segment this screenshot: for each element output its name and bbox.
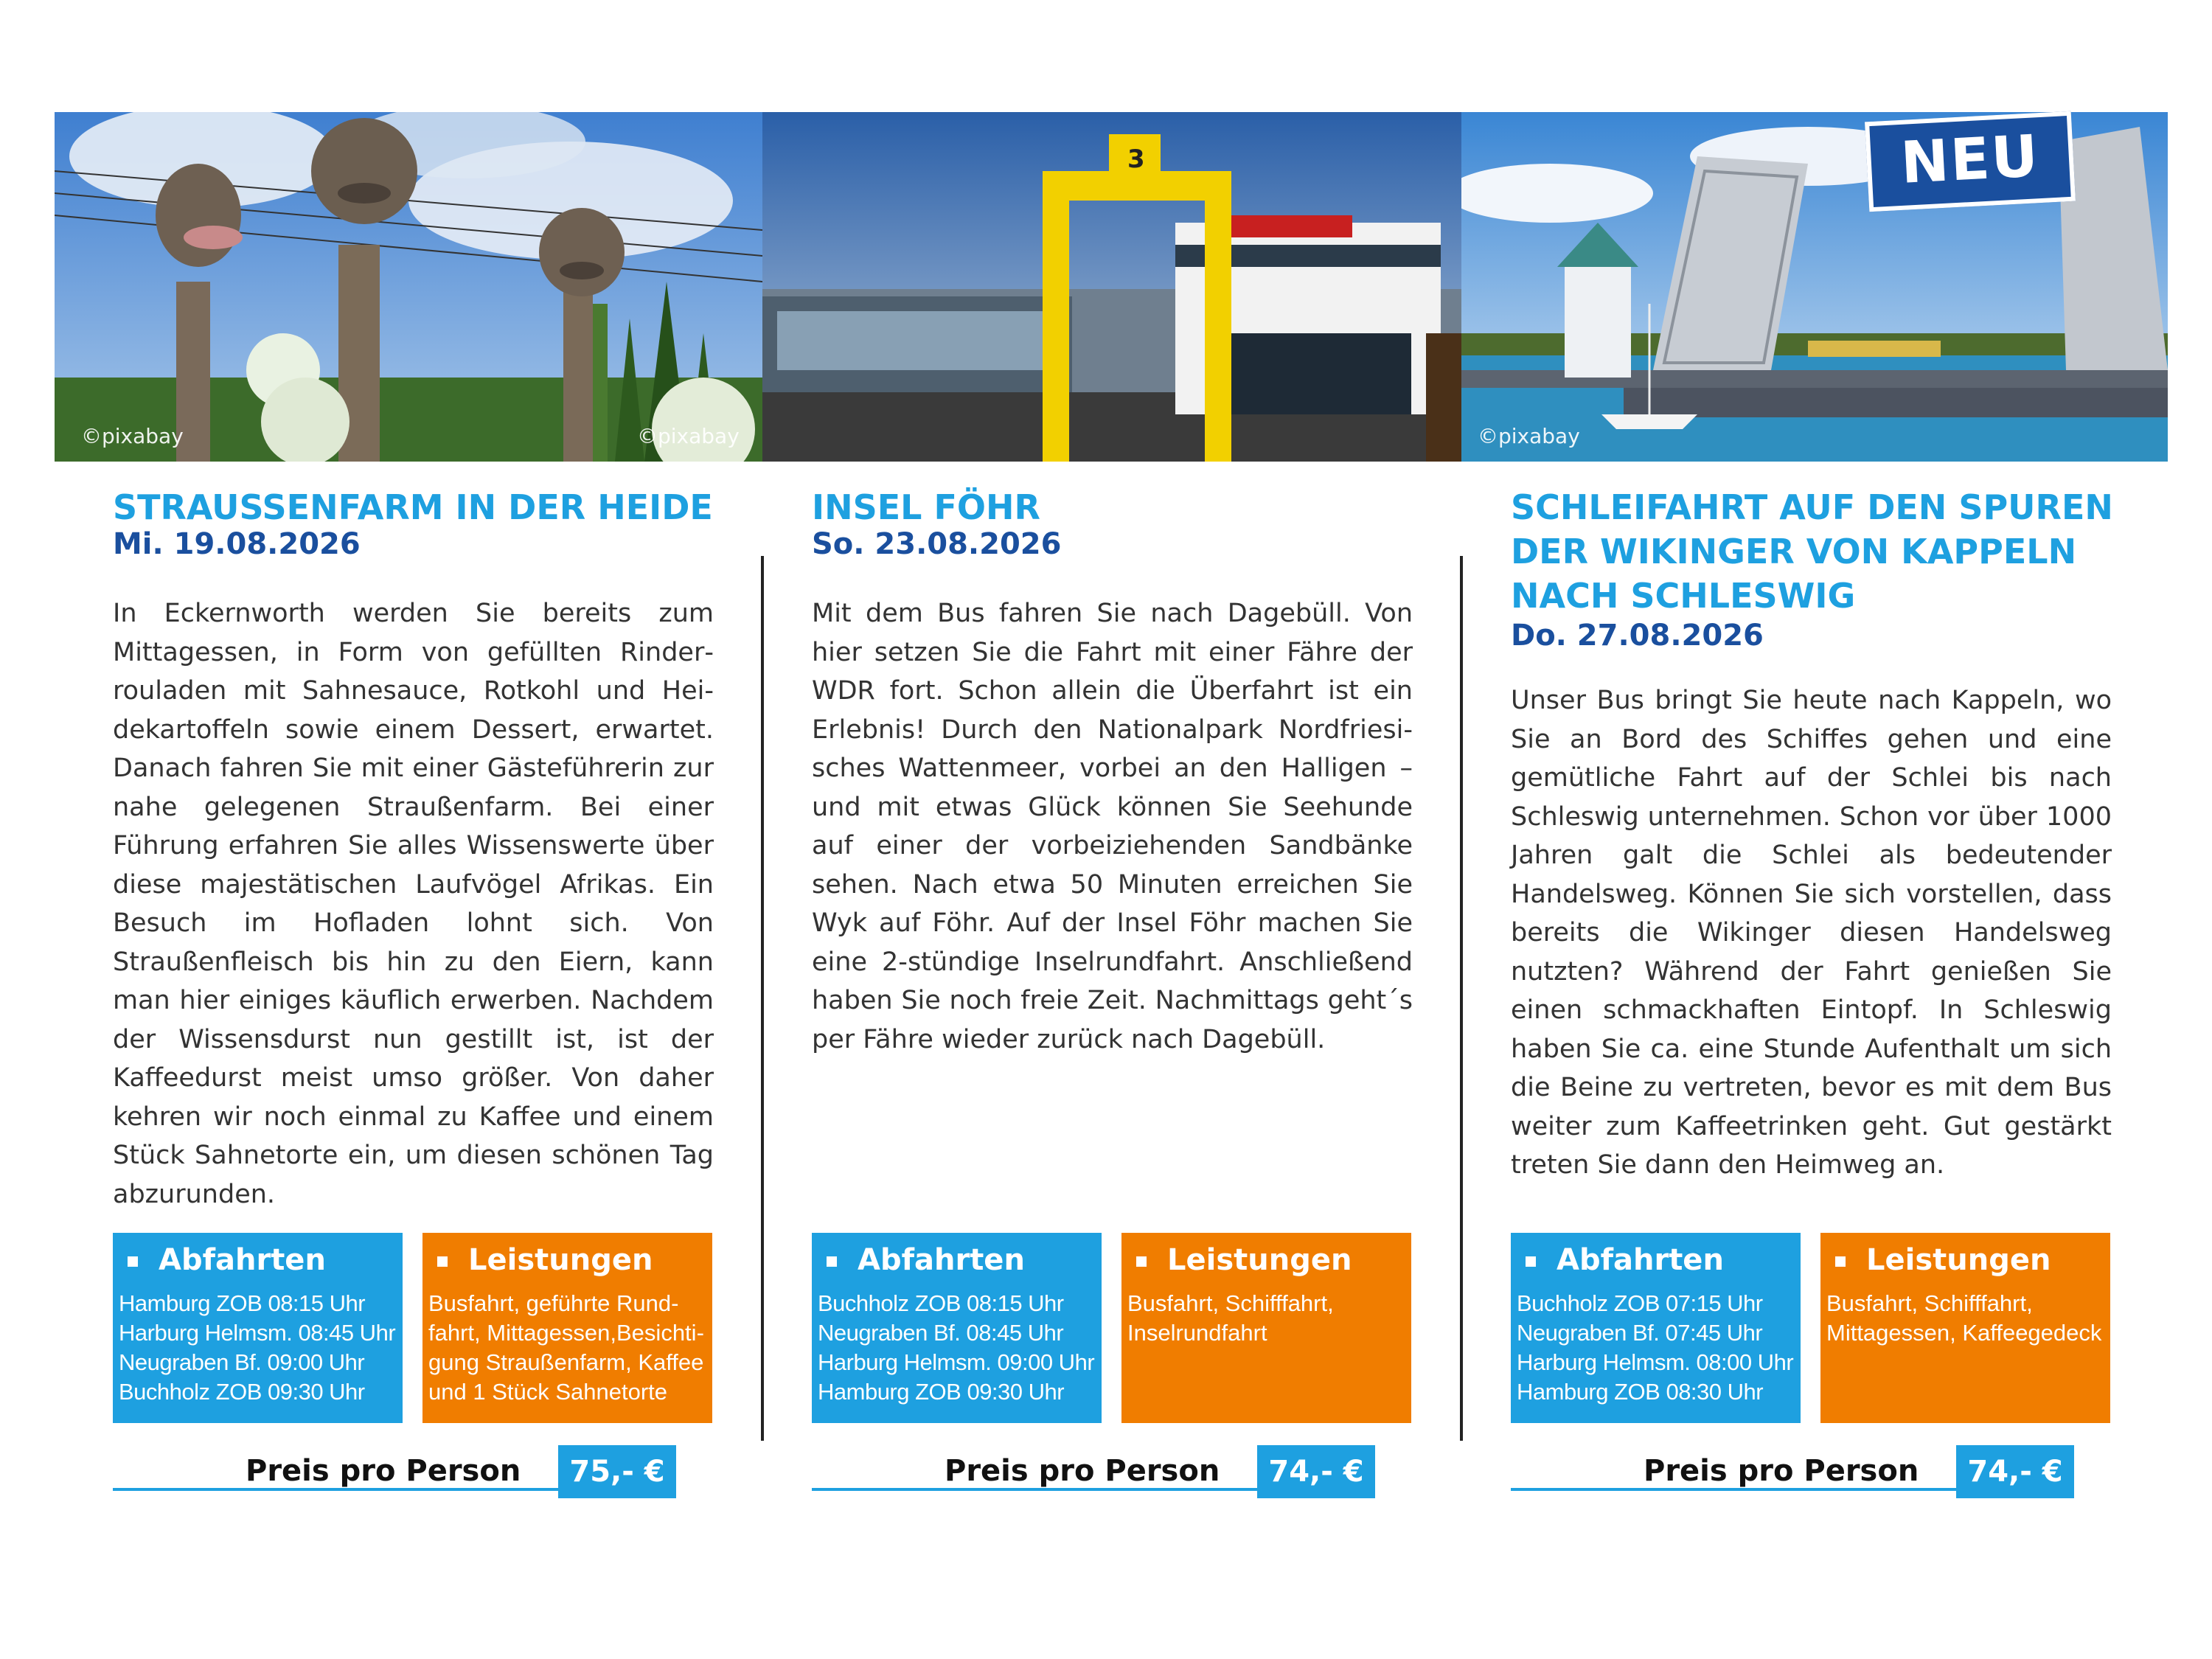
departure-item: Buchholz ZOB 08:15 Uhr <box>818 1290 1064 1316</box>
departure-item: Neugraben Bf. 07:45 Uhr <box>1517 1320 1763 1346</box>
departures-box <box>113 1233 403 1423</box>
price-row <box>113 1445 673 1498</box>
tour-description: In Eckernworth werden Sie bereits zum Mittagessen, in Form von gefüllten Rinderrouladen mit Sahnesauce, Rotkohl und Heidekartoffeln sowie einem Dessert, erwartet. Danach fahren Sie mit einer Gästeführerin zur nahe gelegenen Straußenfarm. Bei einer Führung erfahren Sie alles Wissenswerte über diese majestätischen Laufvögel Afrikas. Ein Besuch im Hofladen lohnt sich. Von Straußenfleisch bis hin zu den Eiern, kann man hier einiges käuflich erwerben. Nachdem der Wissensdurst nun gestillt ist, ist der Kaffeedurst meist umso größer. Von daher kehren wir noch einmal zu Kaffee und einem Stück Sahnetorte ein, um diesen schönen Tag abzurunden. <box>113 599 714 1209</box>
bullet-icon <box>1835 1256 1846 1267</box>
departures-heading: Abfahrten <box>1517 1242 1795 1279</box>
photo-credit: ©pixabay <box>637 424 740 448</box>
new-badge: NEU <box>1865 111 2076 212</box>
tour-date: So. 23.08.2026 <box>812 527 1062 561</box>
services-heading: Leistungen <box>428 1242 706 1279</box>
departure-item: Harburg Helmsm. 08:45 Uhr <box>119 1320 396 1346</box>
tour-title: INSEL FÖHR <box>812 487 1040 527</box>
bullet-icon <box>1136 1256 1147 1267</box>
services-heading: Leistungen <box>1127 1242 1405 1279</box>
photo-credit: ©pixabay <box>81 424 184 448</box>
tour-description: Unser Bus bringt Sie heute nach Kappeln, wo Sie an Bord des Schiffes gehen und eine gemütliche Fahrt auf der Schlei bis nach Schleswig unternehmen. Schon vor über 1000 Jahren galt die Schlei als bedeutender Handelsweg. Können Sie sich vorstellen, dass bereits die Wikinger diesen Handelsweg nutzten? Während der Fahrt genießen Sie einen schmackhaften Eintopf. In Schleswig haben Sie ca. eine Stunde Aufenthalt um sich die Beine zu vertreten, bevor es mit dem Bus weiter zum Kaffeetrinken geht. Gut gestärkt treten Sie dann den Heimweg an. <box>1511 686 2112 1180</box>
tour-description: Mit dem Bus fahren Sie nach Dagebüll. Von hier setzen Sie die Fahrt mit einer Fähre der WDR fort. Schon allein die Überfahrt ist ein Erlebnis! Durch den Nationalpark Nordfriesisches Wattenmeer, vorbei an den Halligen – und mit etwas Glück können Sie Seehunde auf einer der vorbeiziehenden Sandbänke sehen. Nach etwa 50 Minuten erreichen Sie Wyk auf Föhr. Auf der Insel Föhr machen Sie eine 2-stündige Inselrundfahrt. Anschließend haben Sie noch freie Zeit. Nachmittags geht´s per Fähre wieder zurück nach Dagebüll. <box>812 599 1413 1054</box>
services-text: Busfahrt, Schifffahrt, Inselrundfahrt <box>1127 1290 1334 1346</box>
departure-item: Buchholz ZOB 09:30 Uhr <box>119 1379 365 1405</box>
column-divider <box>1460 556 1463 1441</box>
price-label: Preis pro Person <box>1644 1454 1919 1488</box>
ostrich-photo <box>55 112 762 462</box>
services-box <box>1121 1233 1411 1423</box>
bullet-icon <box>827 1256 837 1267</box>
departure-item: Neugraben Bf. 09:00 Uhr <box>119 1349 365 1375</box>
departure-item: Neugraben Bf. 08:45 Uhr <box>818 1320 1064 1346</box>
departure-item: Hamburg ZOB 08:30 Uhr <box>1517 1379 1764 1405</box>
price-label: Preis pro Person <box>246 1454 521 1488</box>
services-heading: Leistungen <box>1826 1242 2104 1279</box>
departures-box <box>1511 1233 1801 1423</box>
tour-date: Mi. 19.08.2026 <box>113 527 361 561</box>
departures-heading: Abfahrten <box>818 1242 1096 1279</box>
ferry-photo <box>762 112 1461 462</box>
price-value: 74,- € <box>1956 1445 2074 1498</box>
price-row <box>812 1445 1372 1498</box>
bullet-icon <box>437 1256 448 1267</box>
tour-title: SCHLEIFAHRT AUF DEN SPUREN DER WIKINGER VON KAPPELN NACH SCHLESWIG <box>1511 487 2113 616</box>
services-box <box>1820 1233 2110 1423</box>
tour-date: Do. 27.08.2026 <box>1511 619 1764 653</box>
price-label: Preis pro Person <box>945 1454 1220 1488</box>
departures-box <box>812 1233 1102 1423</box>
bullet-icon <box>1526 1256 1536 1267</box>
price-value: 75,- € <box>558 1445 676 1498</box>
photo-credit: ©pixabay <box>1478 424 1580 448</box>
bullet-icon <box>128 1256 138 1267</box>
departures-heading: Abfahrten <box>119 1242 397 1279</box>
tour-title: STRAUSSENFARM IN DER HEIDE <box>113 487 713 527</box>
svg-text:3: 3 <box>1127 145 1145 174</box>
services-text: Busfahrt, Schifffahrt, Mittagessen, Kaffeegedeck <box>1826 1290 2102 1346</box>
services-text: Busfahrt, geführte Rundfahrt, Mittagessen,Besichtigung Straußenfarm, Kaffee und 1 Stück Sahnetorte <box>428 1290 704 1405</box>
services-box <box>422 1233 712 1423</box>
departure-item: Hamburg ZOB 08:15 Uhr <box>119 1290 366 1316</box>
departure-item: Harburg Helmsm. 08:00 Uhr <box>1517 1349 1794 1375</box>
price-value: 74,- € <box>1257 1445 1375 1498</box>
column-divider <box>761 556 764 1441</box>
departure-item: Hamburg ZOB 09:30 Uhr <box>818 1379 1065 1405</box>
price-row <box>1511 1445 2071 1498</box>
departure-item: Harburg Helmsm. 09:00 Uhr <box>818 1349 1095 1375</box>
departure-item: Buchholz ZOB 07:15 Uhr <box>1517 1290 1763 1316</box>
